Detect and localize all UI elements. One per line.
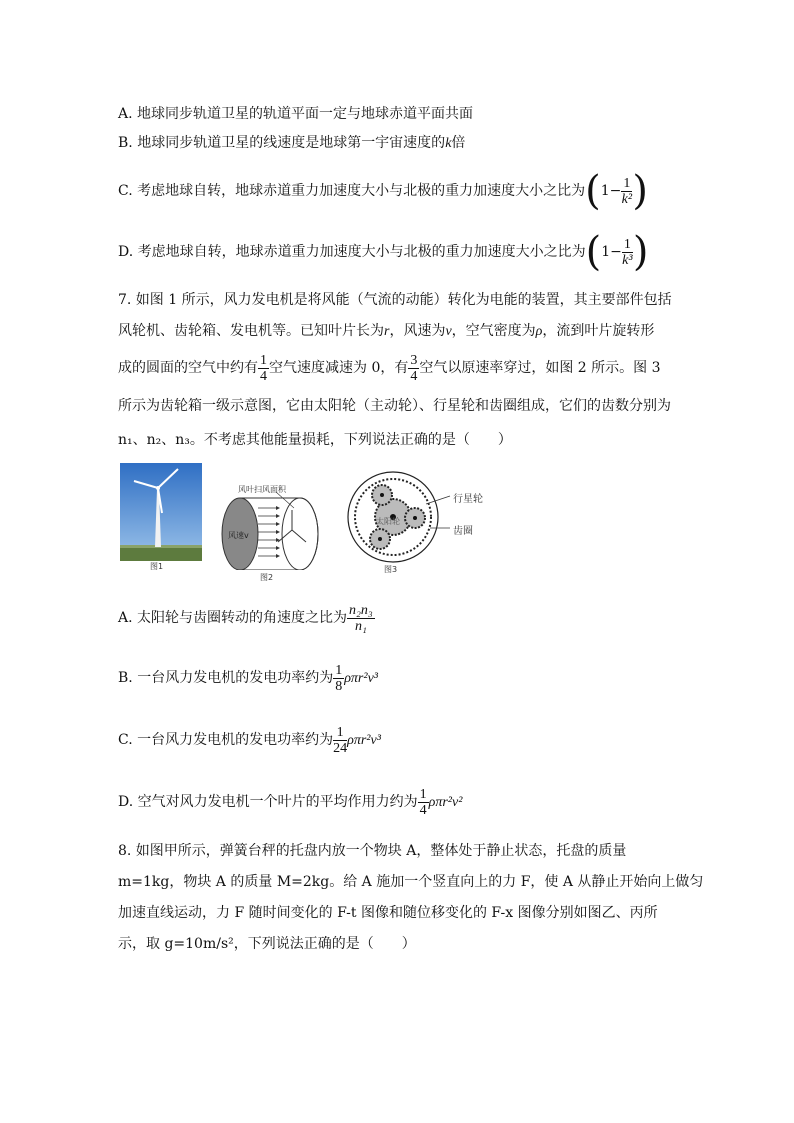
q7-line-5-text: n₁、n₂、n₃。不考虑其他能量损耗，下列说法正确的是（ ） (118, 432, 512, 448)
q8-line-2 (118, 872, 703, 892)
wind-turbine-photo (120, 463, 202, 561)
q7-line-2a: 风轮机、齿轮箱、发电机等。已知叶片长为 (118, 323, 384, 339)
q6-option-b-text: B. 地球同步轨道卫星的线速度是地球第一宇宙速度的 (118, 135, 446, 151)
figure-2-wind-label: 风速v (228, 531, 249, 540)
q7-line-2c: ，空气密度为 (451, 323, 536, 339)
figure-3-ring-label: 齿圈 (453, 526, 473, 537)
q8-line-4-text: 示，取 g=10m/s²，下列说法正确的是（ ） (118, 936, 416, 952)
q7-line-4-text: 所示为齿轮箱一级示意图，它由太阳轮（主动轮）、行星轮和齿圈组成，它们的齿数分别为 (118, 398, 671, 414)
q8-line-2-text: m=1kg，物块 A 的质量 M=2kg。给 A 施加一个竖直向上的力 F，使 A 从静止开始向上做匀 (118, 874, 704, 890)
q7-a-den: n₁ (354, 618, 367, 634)
figure-1-caption: 图1 (150, 562, 164, 571)
q7-fraction-three-quarters (408, 353, 419, 384)
q6-d-num: 1 (623, 236, 631, 252)
figure-2-caption: 图2 (260, 573, 274, 582)
q7-line-3a: 成的圆面的空气中约有 (118, 360, 258, 376)
q6-c-num: 1 (623, 175, 631, 191)
q6-d-den: k³ (622, 252, 633, 268)
q8-line-1-text: 8. 如图甲所示，弹簧台秤的托盘内放一个物块 A，整体处于静止状态，托盘的质量 (118, 843, 627, 859)
q7-var-r: r (384, 324, 390, 339)
q7-option-d-text: D. 空气对风力发电机一个叶片的平均作用力约为 (118, 794, 418, 810)
q7-line-2b: ，风速为 (389, 323, 446, 339)
q8-line-4 (118, 934, 416, 954)
q6-option-b (118, 133, 465, 154)
q7-option-a-text: A. 太阳轮与齿圈转动的角速度之比为 (118, 610, 348, 626)
q8-line-3 (118, 903, 658, 923)
q7-var-v: v (445, 324, 452, 339)
q7-option-a-fraction (347, 603, 375, 634)
q7-option-b-expr: ρπr²v³ (344, 671, 378, 686)
q8-line-1 (118, 841, 626, 861)
figure-3-leader-lines (346, 470, 516, 564)
q6-option-b-var: k (445, 136, 452, 151)
q6-option-c: C. 考虑地球自转，地球赤道重力加速度大小与北极的重力加速度大小之比为(1− $\frac{1}{\text{k²}}$ ) (118, 168, 648, 214)
q7-line-1-text: 7. 如图 1 所示，风力发电机是将风能（气流的动能）转化为电能的装置，其主要部件包括 (118, 292, 672, 308)
figure-3-sun-label: 太阳轮 (376, 517, 400, 526)
q6-option-b-tail: 倍 (451, 135, 466, 151)
q6-option-a (118, 104, 473, 124)
q7-var-rho: ρ (535, 324, 543, 339)
q6-option-c-fraction (621, 176, 632, 207)
q7-line-3c: 空气以原速率穿过，如图 2 所示。图 3 (419, 360, 661, 376)
figure-2-wind-cylinder (214, 478, 334, 582)
q7-line-1 (118, 290, 672, 310)
figure-2-top-label: 风叶扫风面积 (238, 485, 286, 494)
q7-option-d-fraction (418, 787, 429, 818)
q7-d-den: 4 (419, 802, 427, 818)
q6-c-den: k² (621, 191, 633, 207)
q6-option-d-expr: 1− (601, 244, 622, 260)
q7-option-c-expr: ρπr²v³ (347, 733, 381, 748)
figure-1-wind-turbine-photo (120, 463, 202, 569)
q6-option-c-text: C. 考虑地球自转，地球赤道重力加速度大小与北极的重力加速度大小之比为 (118, 183, 586, 199)
q6-option-d-fraction (622, 237, 633, 268)
q7-f1-num: 1 (260, 352, 267, 368)
q7-option-c-text: C. 一台风力发电机的发电功率约为 (118, 732, 334, 748)
q7-c-den: 24 (333, 740, 348, 756)
q7-option-d-expr: ρπr²v² (428, 795, 463, 810)
q7-option-c-fraction (333, 725, 347, 756)
q7-f1-den: 4 (260, 368, 267, 384)
q6-option-a-text: A. 地球同步轨道卫星的轨道平面一定与地球赤道平面共面 (118, 106, 474, 122)
q8-line-3-text: 加速直线运动，力 F 随时间变化的 F-t 图像和随位移变化的 F-x 图像分别如图乙、丙所 (118, 905, 658, 921)
q7-b-num: 1 (335, 662, 343, 678)
q7-option-b-text: B. 一台风力发电机的发电功率约为 (118, 670, 334, 686)
q7-line-4 (118, 396, 671, 416)
q6-option-c-expr: 1− (600, 183, 622, 199)
q7-fraction-quarter (258, 353, 269, 384)
q7-option-d (118, 784, 462, 820)
figure-3-caption: 图3 (384, 565, 398, 574)
q7-line-3 (118, 350, 661, 386)
q7-option-c (118, 722, 381, 758)
q7-option-a (118, 600, 375, 636)
q6-option-d-text: D. 考虑地球自转，地球赤道重力加速度大小与北极的重力加速度大小之比为 (118, 244, 586, 260)
q7-f2-den: 4 (410, 368, 418, 384)
figure-3-planet-label: 行星轮 (453, 494, 483, 505)
q7-option-b-fraction (333, 663, 344, 694)
q7-line-2d: ，流到叶片旋转形 (542, 323, 655, 339)
q7-c-num: 1 (333, 725, 347, 741)
q7-f2-num: 3 (410, 352, 418, 368)
q7-line-3b: 空气速度减速为 0，有 (269, 360, 409, 376)
figure-3-planetary-gear (346, 470, 516, 574)
q7-option-b (118, 660, 378, 696)
q7-b-den: 8 (335, 678, 343, 694)
q7-d-num: 1 (419, 786, 427, 802)
q7-line-5 (118, 430, 512, 450)
q7-line-2 (118, 321, 654, 342)
q7-a-num: n₂n₃ (349, 602, 373, 618)
q6-option-d: D. 考虑地球自转，地球赤道重力加速度大小与北极的重力加速度大小之比为(1− $\frac{1}{\text{k³}}$ ) (118, 229, 649, 275)
